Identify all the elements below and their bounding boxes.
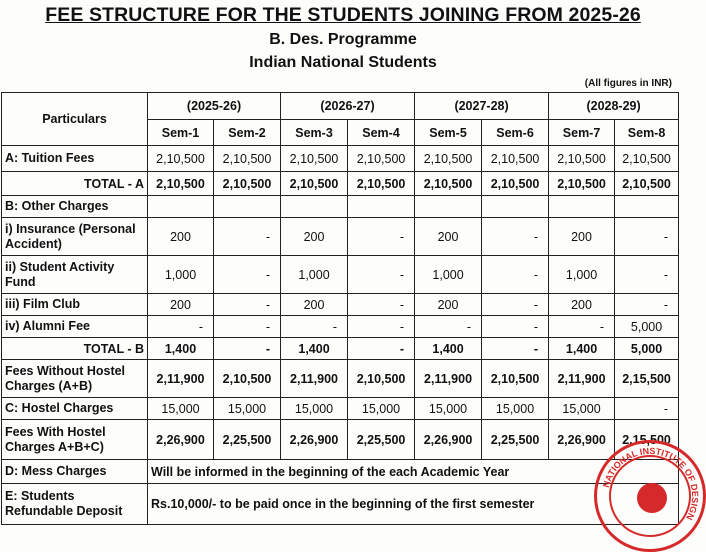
semester-header: Sem-4 (348, 120, 415, 146)
year-header: (2025-26) (148, 93, 281, 120)
row-label: ii) Student Activity Fund (2, 256, 148, 294)
table-row (2, 338, 679, 360)
row-label: C: Hostel Charges (2, 398, 148, 420)
fee-cell: - (482, 338, 549, 360)
programme-title: B. Des. Programme (269, 31, 417, 48)
fee-cell: 15,000 (415, 398, 482, 420)
fee-cell: 2,10,500 (348, 172, 415, 196)
fee-cell: 2,10,500 (214, 146, 281, 172)
fee-cell: 2,25,500 (214, 420, 281, 460)
fee-table (1, 92, 679, 525)
seal-emblem-icon (637, 483, 667, 513)
semester-header: Sem-7 (549, 120, 615, 146)
fee-cell: - (482, 294, 549, 316)
fee-cell: 2,10,500 (415, 172, 482, 196)
fee-cell: - (148, 316, 214, 338)
semester-header: Sem-2 (214, 120, 281, 146)
fee-cell: - (281, 316, 348, 338)
fee-cell: 2,10,500 (281, 146, 348, 172)
fee-cell: - (615, 218, 679, 256)
fee-cell: 200 (281, 218, 348, 256)
fee-cell: 1,000 (549, 256, 615, 294)
fee-cell: - (615, 294, 679, 316)
semester-header: Sem-6 (482, 120, 549, 146)
fee-cell: 2,10,500 (214, 360, 281, 398)
semester-header: Sem-1 (148, 120, 214, 146)
fee-cell: 2,10,500 (148, 146, 214, 172)
table-row (2, 398, 679, 420)
fee-cell (482, 196, 549, 218)
fee-cell: 2,25,500 (482, 420, 549, 460)
refundable-deposit-note: Rs.10,000/- to be paid once in the beginning of the first semester (148, 484, 679, 525)
fee-cell: - (348, 256, 415, 294)
fee-cell: 1,400 (281, 338, 348, 360)
table-row (2, 294, 679, 316)
fee-cell: 1,000 (281, 256, 348, 294)
fee-cell: 2,10,500 (281, 172, 348, 196)
fee-cell: 5,000 (615, 316, 679, 338)
fee-cell: 2,10,500 (348, 360, 415, 398)
fee-cell: 2,25,500 (348, 420, 415, 460)
fee-cell: - (348, 316, 415, 338)
fee-cell (214, 196, 281, 218)
table-row (2, 172, 679, 196)
fee-cell: - (348, 218, 415, 256)
fee-cell: 2,11,900 (415, 360, 482, 398)
row-label: B: Other Charges (2, 196, 148, 218)
fee-cell: 200 (281, 294, 348, 316)
currency-note: (All figures in INR) (584, 78, 672, 89)
fee-cell: 5,000 (615, 338, 679, 360)
seal-inner-ring (609, 455, 691, 537)
particulars-header: Particulars (2, 93, 148, 146)
fee-cell: - (214, 338, 281, 360)
fee-cell: 200 (148, 294, 214, 316)
fee-cell (348, 196, 415, 218)
fee-cell: 2,11,900 (281, 360, 348, 398)
fee-cell: - (214, 256, 281, 294)
fee-cell: 2,11,900 (148, 360, 214, 398)
row-label: TOTAL - A (2, 172, 148, 196)
mess-charges-note: Will be informed in the beginning of the each Academic Year (148, 460, 679, 484)
table-row (2, 218, 679, 256)
fee-cell: 2,10,500 (482, 172, 549, 196)
fee-cell: 15,000 (348, 398, 415, 420)
fee-cell: 15,000 (214, 398, 281, 420)
fee-cell: 2,26,900 (281, 420, 348, 460)
fee-cell: 2,26,900 (415, 420, 482, 460)
table-row (2, 360, 679, 398)
year-header: (2026-27) (281, 93, 415, 120)
fee-cell: 1,000 (415, 256, 482, 294)
fee-cell: 2,10,500 (615, 146, 679, 172)
fee-cell: 15,000 (281, 398, 348, 420)
year-header: (2027-28) (415, 93, 549, 120)
fee-cell: 1,400 (415, 338, 482, 360)
fee-cell: 2,15,500 (615, 420, 679, 460)
fee-cell: - (214, 294, 281, 316)
row-label: iv) Alumni Fee (2, 316, 148, 338)
fee-cell: 15,000 (549, 398, 615, 420)
fee-cell: 2,10,500 (148, 172, 214, 196)
fee-cell: 2,10,500 (549, 146, 615, 172)
fee-cell: - (348, 338, 415, 360)
fee-cell: - (482, 218, 549, 256)
fee-cell: - (348, 294, 415, 316)
table-row (2, 196, 679, 218)
row-label: i) Insurance (Personal Accident) (2, 218, 148, 256)
fee-cell: 2,26,900 (148, 420, 214, 460)
fee-cell: 200 (415, 294, 482, 316)
table-row (2, 420, 679, 460)
institute-seal (594, 440, 706, 552)
fee-cell (549, 196, 615, 218)
row-label: TOTAL - B (2, 338, 148, 360)
table-row (2, 146, 679, 172)
semester-header: Sem-3 (281, 120, 348, 146)
fee-cell: 15,000 (148, 398, 214, 420)
fee-cell: - (214, 316, 281, 338)
page-title: FEE STRUCTURE FOR THE STUDENTS JOINING FROM 2025-26 (45, 4, 641, 26)
row-label: iii) Film Club (2, 294, 148, 316)
fee-cell: - (615, 256, 679, 294)
fee-cell: 200 (415, 218, 482, 256)
fee-cell: 2,26,900 (549, 420, 615, 460)
student-category: Indian National Students (249, 54, 437, 71)
row-label: A: Tuition Fees (2, 146, 148, 172)
fee-cell: - (482, 256, 549, 294)
fee-cell (281, 196, 348, 218)
fee-cell: 2,10,500 (482, 360, 549, 398)
seal-text: NATIONAL INSTITUTE OF DESIGN (600, 445, 701, 522)
fee-cell (148, 196, 214, 218)
fee-cell (415, 196, 482, 218)
semester-header: Sem-8 (615, 120, 679, 146)
fee-cell: 15,000 (482, 398, 549, 420)
fee-cell: - (482, 316, 549, 338)
semester-header: Sem-5 (415, 120, 482, 146)
fee-cell: 2,11,900 (549, 360, 615, 398)
fee-cell: 1,400 (549, 338, 615, 360)
fee-cell: - (415, 316, 482, 338)
fee-cell: 2,10,500 (415, 146, 482, 172)
fee-cell: 2,15,500 (615, 360, 679, 398)
fee-cell: - (214, 218, 281, 256)
refundable-deposit-label: E: Students Refundable Deposit (2, 484, 148, 525)
year-header: (2028-29) (549, 93, 679, 120)
mess-charges-label: D: Mess Charges (2, 460, 148, 484)
fee-cell: 2,10,500 (482, 146, 549, 172)
fee-cell: 1,000 (148, 256, 214, 294)
fee-cell (615, 196, 679, 218)
fee-cell: 1,400 (148, 338, 214, 360)
fee-cell: 2,10,500 (214, 172, 281, 196)
fee-cell: - (549, 316, 615, 338)
fee-cell: 200 (148, 218, 214, 256)
fee-cell: 200 (549, 294, 615, 316)
table-row (2, 256, 679, 294)
fee-cell: 2,10,500 (615, 172, 679, 196)
fee-cell: 2,10,500 (348, 146, 415, 172)
fee-cell: - (615, 398, 679, 420)
table-row (2, 316, 679, 338)
row-label: Fees Without Hostel Charges (A+B) (2, 360, 148, 398)
row-label: Fees With Hostel Charges A+B+C) (2, 420, 148, 460)
fee-cell: 2,10,500 (549, 172, 615, 196)
fee-cell: 200 (549, 218, 615, 256)
